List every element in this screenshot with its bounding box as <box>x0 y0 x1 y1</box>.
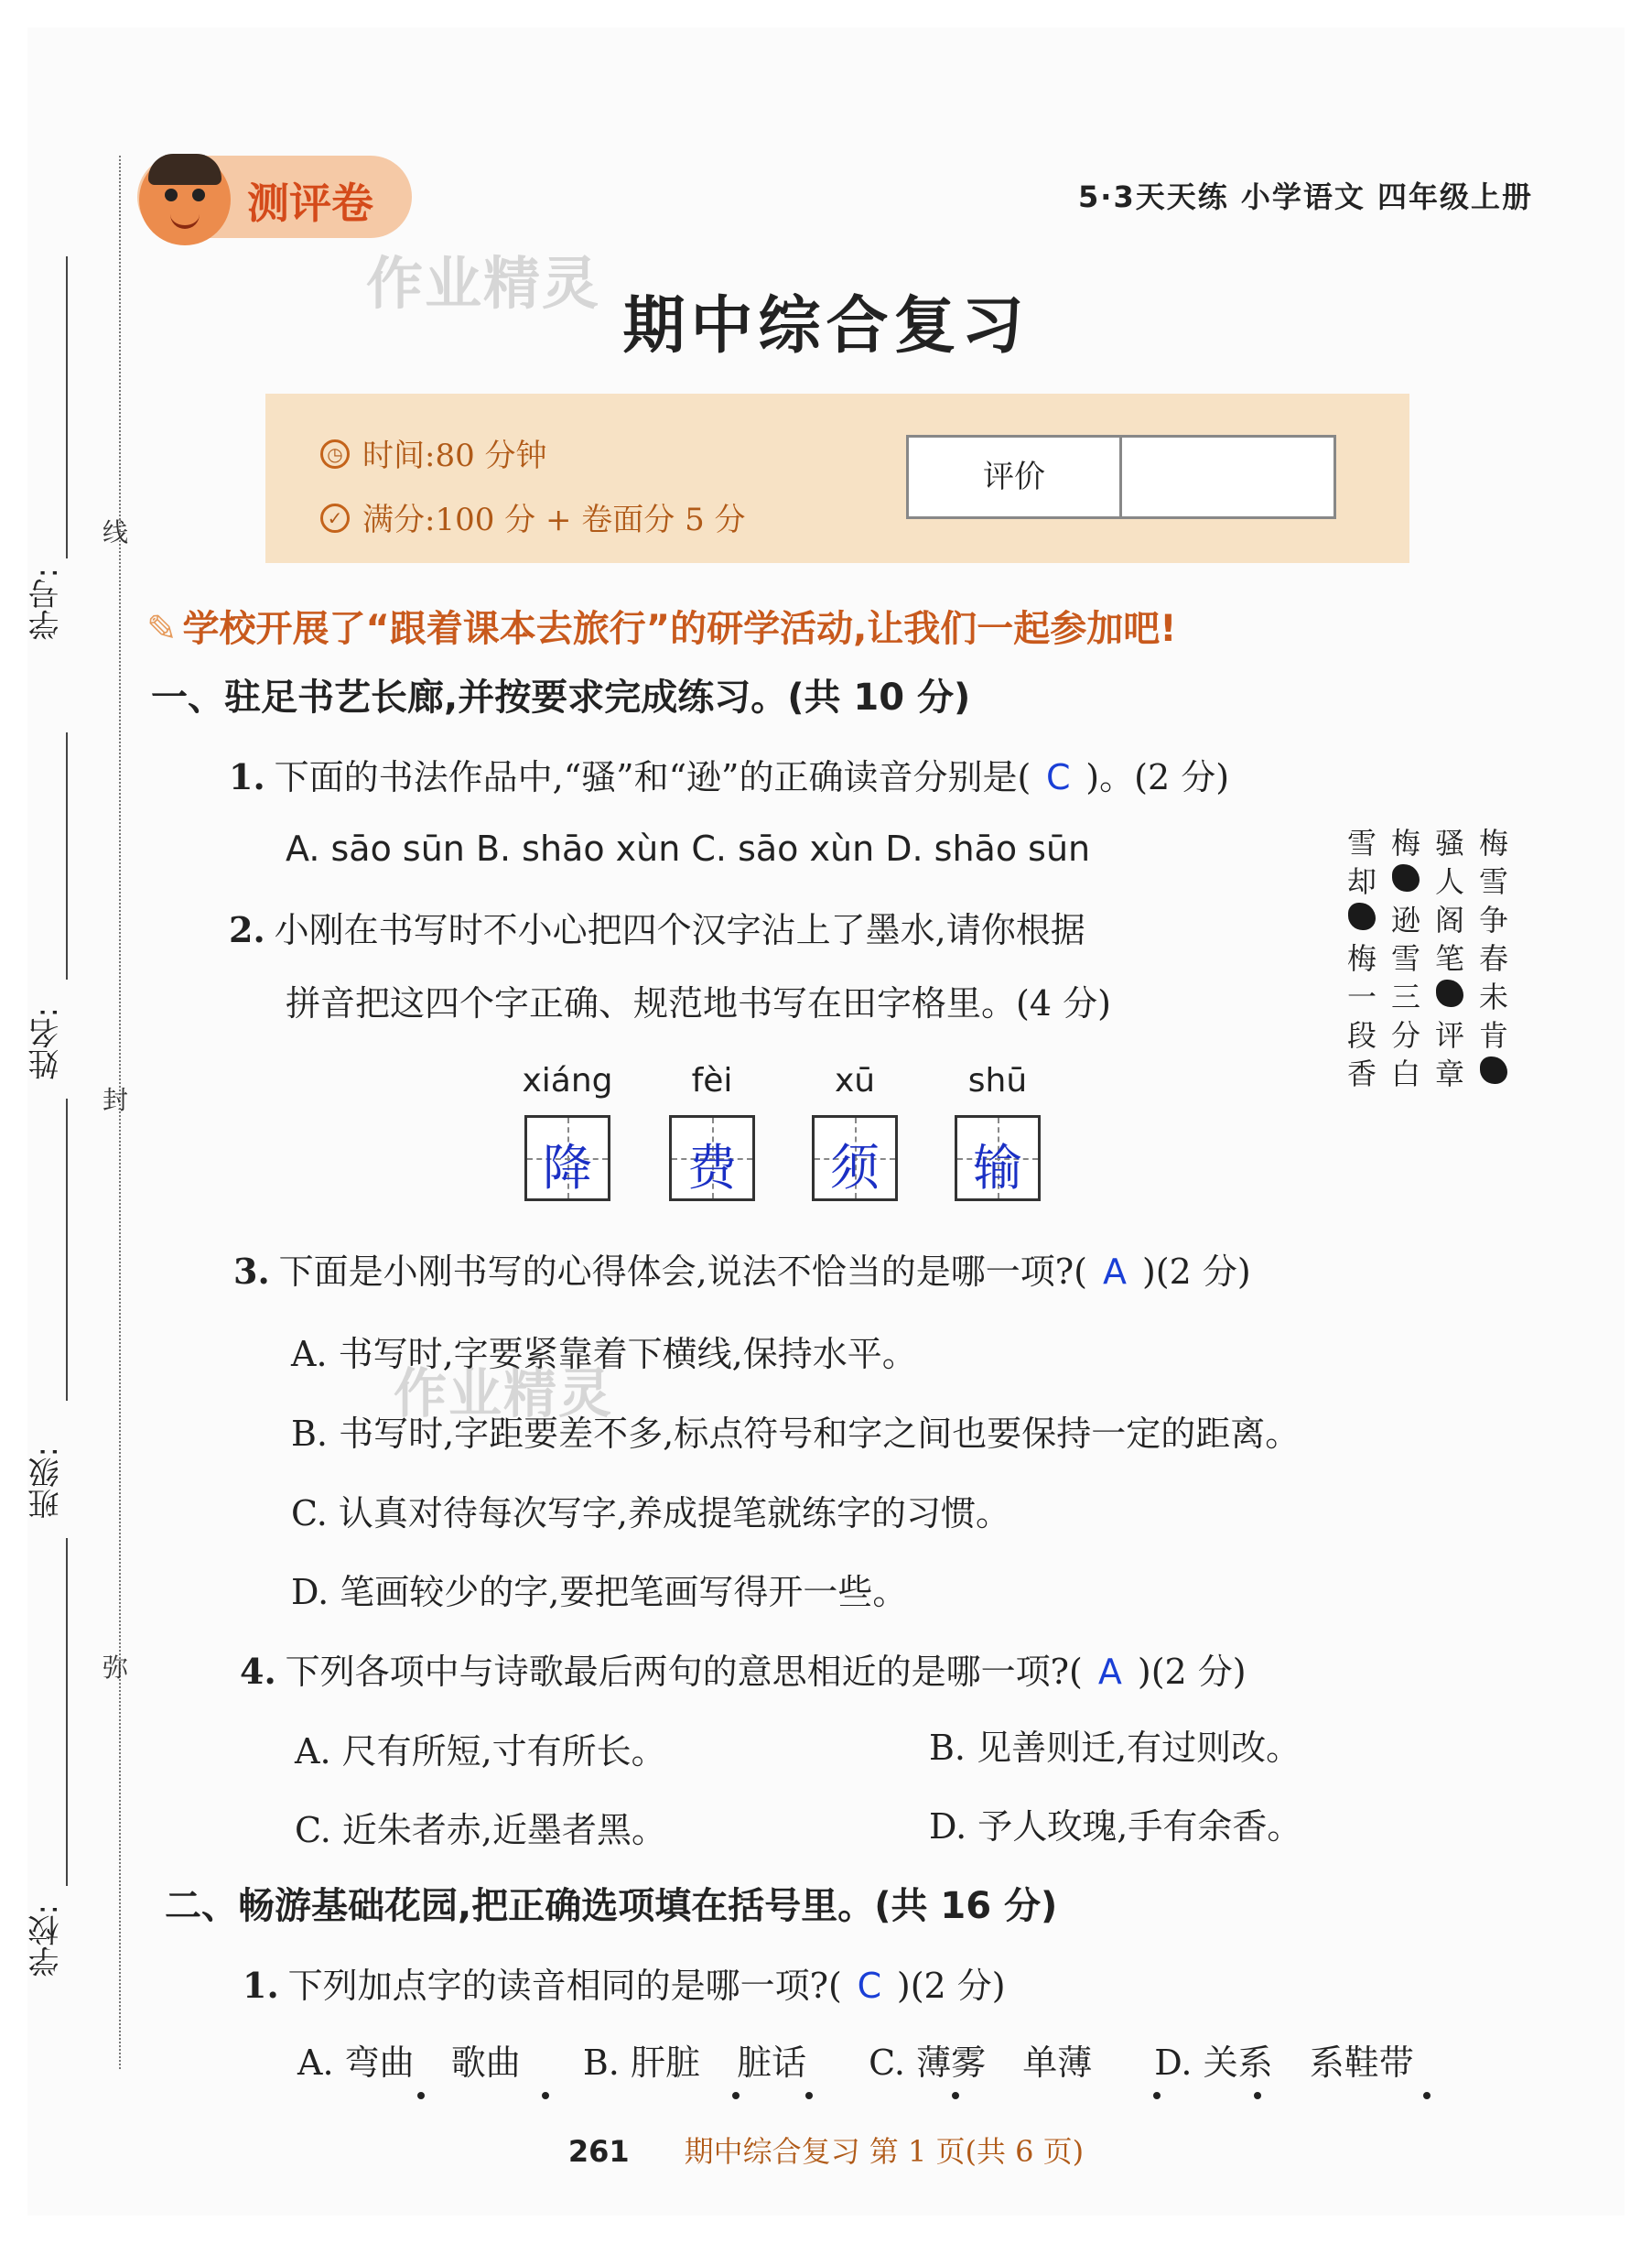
q1-1-number: 1. <box>229 756 265 797</box>
poem-char: 段 <box>1346 1018 1377 1053</box>
q1-3-answer[interactable]: A <box>1102 1252 1127 1292</box>
q2-1-options <box>297 2034 1414 2085</box>
pinyin-1: xiáng <box>522 1062 613 1100</box>
emphasis-dot <box>1423 2092 1431 2099</box>
mascot-icon <box>139 154 231 245</box>
q1-1-text: 下面的书法作品中,“骚”和“逊”的正确读音分别是( <box>274 757 1031 797</box>
option-b-word2: 脏话 <box>737 2043 807 2083</box>
poem-char: 三 <box>1390 980 1420 1014</box>
intro-line <box>146 600 1177 652</box>
q1-2-number: 2. <box>229 909 265 950</box>
q1-2-line1 <box>229 902 1085 952</box>
poem-char: 阁 <box>1434 903 1464 937</box>
emphasis-dot <box>417 2092 425 2099</box>
q1-3-text: 下面是小刚书写的心得体会,说法不恰当的是哪一项?( <box>278 1252 1087 1292</box>
emphasis-dot <box>732 2092 740 2099</box>
info-panel <box>265 394 1409 563</box>
q2-1-number: 1. <box>243 1965 279 2006</box>
q1-4-stem <box>240 1643 1247 1694</box>
q2-1-stem <box>243 1957 1006 2008</box>
tianzige-box-1[interactable] <box>524 1115 610 1201</box>
section-1-heading: 一、驻足书艺长廊,并按要求完成练习。(共 10 分) <box>151 677 971 719</box>
poem-char: 评 <box>1434 1018 1464 1053</box>
series-title: 5·3天天练 小学语文 四年级上册 <box>1078 179 1533 214</box>
evaluation-label: 评价 <box>909 438 1122 516</box>
poem-char: 争 <box>1478 903 1508 937</box>
pen-icon: ✎ <box>146 608 178 650</box>
poem-char: 逊 <box>1390 903 1420 937</box>
option-c-word2: 单薄 <box>1022 2043 1093 2083</box>
poem-char: 却 <box>1346 864 1377 899</box>
emphasis-dots <box>0 2092 1652 2110</box>
written-char-4: 输 <box>973 1139 1022 1197</box>
option-b-label: B. <box>582 2043 620 2083</box>
poem-char: 章 <box>1434 1056 1464 1091</box>
q1-4-option-c: C. 近朱者赤,近墨者黑。 <box>295 1810 666 1850</box>
score-row <box>320 494 746 539</box>
option-b-word1: 肝脏 <box>630 2043 700 2083</box>
poem-char: 雪 <box>1390 941 1420 976</box>
school-label: 学校: <box>28 1904 65 1978</box>
evaluation-box <box>906 435 1336 519</box>
ink-blot-icon <box>1474 1055 1514 1093</box>
tianzige-box-2[interactable] <box>669 1115 755 1201</box>
poem-column-1 <box>1474 824 1514 1093</box>
option-d-label: D. <box>1154 2043 1193 2083</box>
option-c-label: C. <box>869 2043 905 2083</box>
ink-blot-icon <box>1430 978 1470 1016</box>
binding-char-xian: 线 <box>103 517 129 547</box>
poem-char: 白 <box>1390 1056 1420 1091</box>
pinyin-3: xū <box>834 1062 876 1100</box>
q1-2-text1: 小刚在书写时不小心把四个汉字沾上了墨水,请你根据 <box>274 910 1085 950</box>
poem-char: 骚 <box>1434 826 1464 861</box>
option-d-word1: 关系 <box>1203 2043 1273 2083</box>
poem-char: 人 <box>1434 864 1464 899</box>
poem-char: 未 <box>1478 980 1508 1014</box>
ink-blot-icon <box>1386 862 1426 901</box>
q1-1-options: A. sāo sūn B. shāo xùn C. sāo xùn D. shāo sūn <box>286 829 1091 869</box>
q1-1-tail: )。(2 分) <box>1085 757 1230 797</box>
tianzige-box-3[interactable] <box>812 1115 898 1201</box>
q1-4-option-d: D. 予人玫瑰,手有余香。 <box>929 1806 1302 1847</box>
q1-1-stem <box>229 749 1229 799</box>
footer-text: 期中综合复习 第 1 页(共 6 页) <box>684 2134 1085 2169</box>
poem-char: 雪 <box>1346 826 1377 861</box>
score-text: 满分:100 分 + 卷面分 5 分 <box>362 502 746 538</box>
q1-2-line2: 拼音把这四个字正确、规范地书写在田字格里。(4 分) <box>286 983 1111 1024</box>
q1-4-option-a: A. 尺有所短,寸有所长。 <box>295 1731 666 1772</box>
poem-char: 笔 <box>1434 941 1464 976</box>
badge-label: 测评卷 <box>247 179 373 228</box>
written-char-1: 降 <box>543 1139 592 1197</box>
q1-3-option-a: A. 书写时,字要紧靠着下横线,保持水平。 <box>291 1334 917 1374</box>
poem-char: 一 <box>1346 980 1377 1014</box>
time-row <box>320 430 547 475</box>
q1-4-option-b: B. 见善则迁,有过则改。 <box>929 1728 1301 1768</box>
written-char-2: 费 <box>687 1139 737 1197</box>
poem-char: 雪 <box>1478 864 1508 899</box>
emphasis-dot <box>952 2092 959 2099</box>
option-a-label: A. <box>297 2043 334 2083</box>
name-line[interactable] <box>66 732 68 980</box>
calligraphy-poem <box>1318 824 1538 1099</box>
q1-4-tail: )(2 分) <box>1137 1652 1247 1692</box>
q1-3-option-c: C. 认真对待每次写字,养成提笔就练字的习惯。 <box>291 1493 1010 1533</box>
emphasis-dot <box>1254 2092 1261 2099</box>
watermark-2: 作业精灵 <box>394 1362 614 1425</box>
evaluation-field[interactable] <box>1125 438 1333 516</box>
q1-3-option-b: B. 书写时,字距要差不多,标点符号和字之间也要保持一定的距离。 <box>291 1414 1301 1454</box>
q1-3-tail: )(2 分) <box>1141 1252 1251 1292</box>
watermark: 作业精灵 <box>366 250 601 317</box>
option-a-word1: 弯曲 <box>344 2043 415 2083</box>
ink-blot-icon <box>1342 901 1382 939</box>
poem-char: 香 <box>1346 1056 1377 1091</box>
poem-char: 梅 <box>1478 826 1508 861</box>
q2-1-text: 下列加点字的读音相同的是哪一项?( <box>287 1966 842 2006</box>
class-label: 班级: <box>28 1447 65 1520</box>
binding-char-mi: 弥 <box>103 1652 129 1683</box>
time-text: 时间:80 分钟 <box>362 438 547 474</box>
poem-char: 分 <box>1390 1018 1420 1053</box>
page-number: 261 <box>567 2134 630 2169</box>
page-title: 期中综合复习 <box>622 289 1030 363</box>
q2-1-answer[interactable]: C <box>857 1966 882 2006</box>
emphasis-dot <box>542 2092 549 2099</box>
name-label: 姓名: <box>28 1007 65 1080</box>
check-icon: ✓ <box>320 504 350 533</box>
q1-4-answer[interactable]: A <box>1097 1652 1122 1692</box>
student-id-label: 学号: <box>28 568 65 641</box>
poem-char: 梅 <box>1346 941 1377 976</box>
q1-3-stem <box>233 1243 1251 1294</box>
option-c-word1: 薄雾 <box>916 2043 987 2083</box>
binding-char-feng: 封 <box>103 1085 129 1115</box>
poem-char: 肯 <box>1478 1018 1508 1053</box>
poem-char: 梅 <box>1390 826 1420 861</box>
poem-char: 春 <box>1478 941 1508 976</box>
emphasis-dot <box>805 2092 813 2099</box>
q1-4-text: 下列各项中与诗歌最后两句的意思相近的是哪一项?( <box>285 1652 1083 1692</box>
page-footer <box>0 2129 1652 2171</box>
intro-text: 学校开展了“跟着课本去旅行”的研学活动,让我们一起参加吧! <box>182 608 1177 650</box>
q1-3-option-d: D. 笔画较少的字,要把笔画写得开一些。 <box>291 1572 908 1612</box>
q1-3-number: 3. <box>233 1251 270 1292</box>
poem-column-4 <box>1342 824 1382 1093</box>
tianzige-box-4[interactable] <box>955 1115 1041 1201</box>
poem-column-3 <box>1386 824 1426 1093</box>
q1-1-answer[interactable]: C <box>1046 757 1071 797</box>
q2-1-tail: )(2 分) <box>896 1966 1006 2006</box>
section-2-heading: 二、畅游基础花园,把正确选项填在括号里。(共 16 分) <box>165 1885 1058 1927</box>
clock-icon: ◷ <box>320 439 350 469</box>
option-a-word2: 歌曲 <box>450 2043 521 2083</box>
pinyin-4: shū <box>967 1062 1028 1100</box>
option-d-word2: 系鞋带 <box>1309 2043 1414 2083</box>
emphasis-dot <box>1153 2092 1161 2099</box>
q1-4-number: 4. <box>240 1651 276 1692</box>
class-line[interactable] <box>66 1099 68 1401</box>
school-line[interactable] <box>66 1538 68 1886</box>
poem-column-2 <box>1430 824 1470 1093</box>
pinyin-2: fèi <box>691 1062 733 1100</box>
written-char-3: 须 <box>830 1139 880 1197</box>
